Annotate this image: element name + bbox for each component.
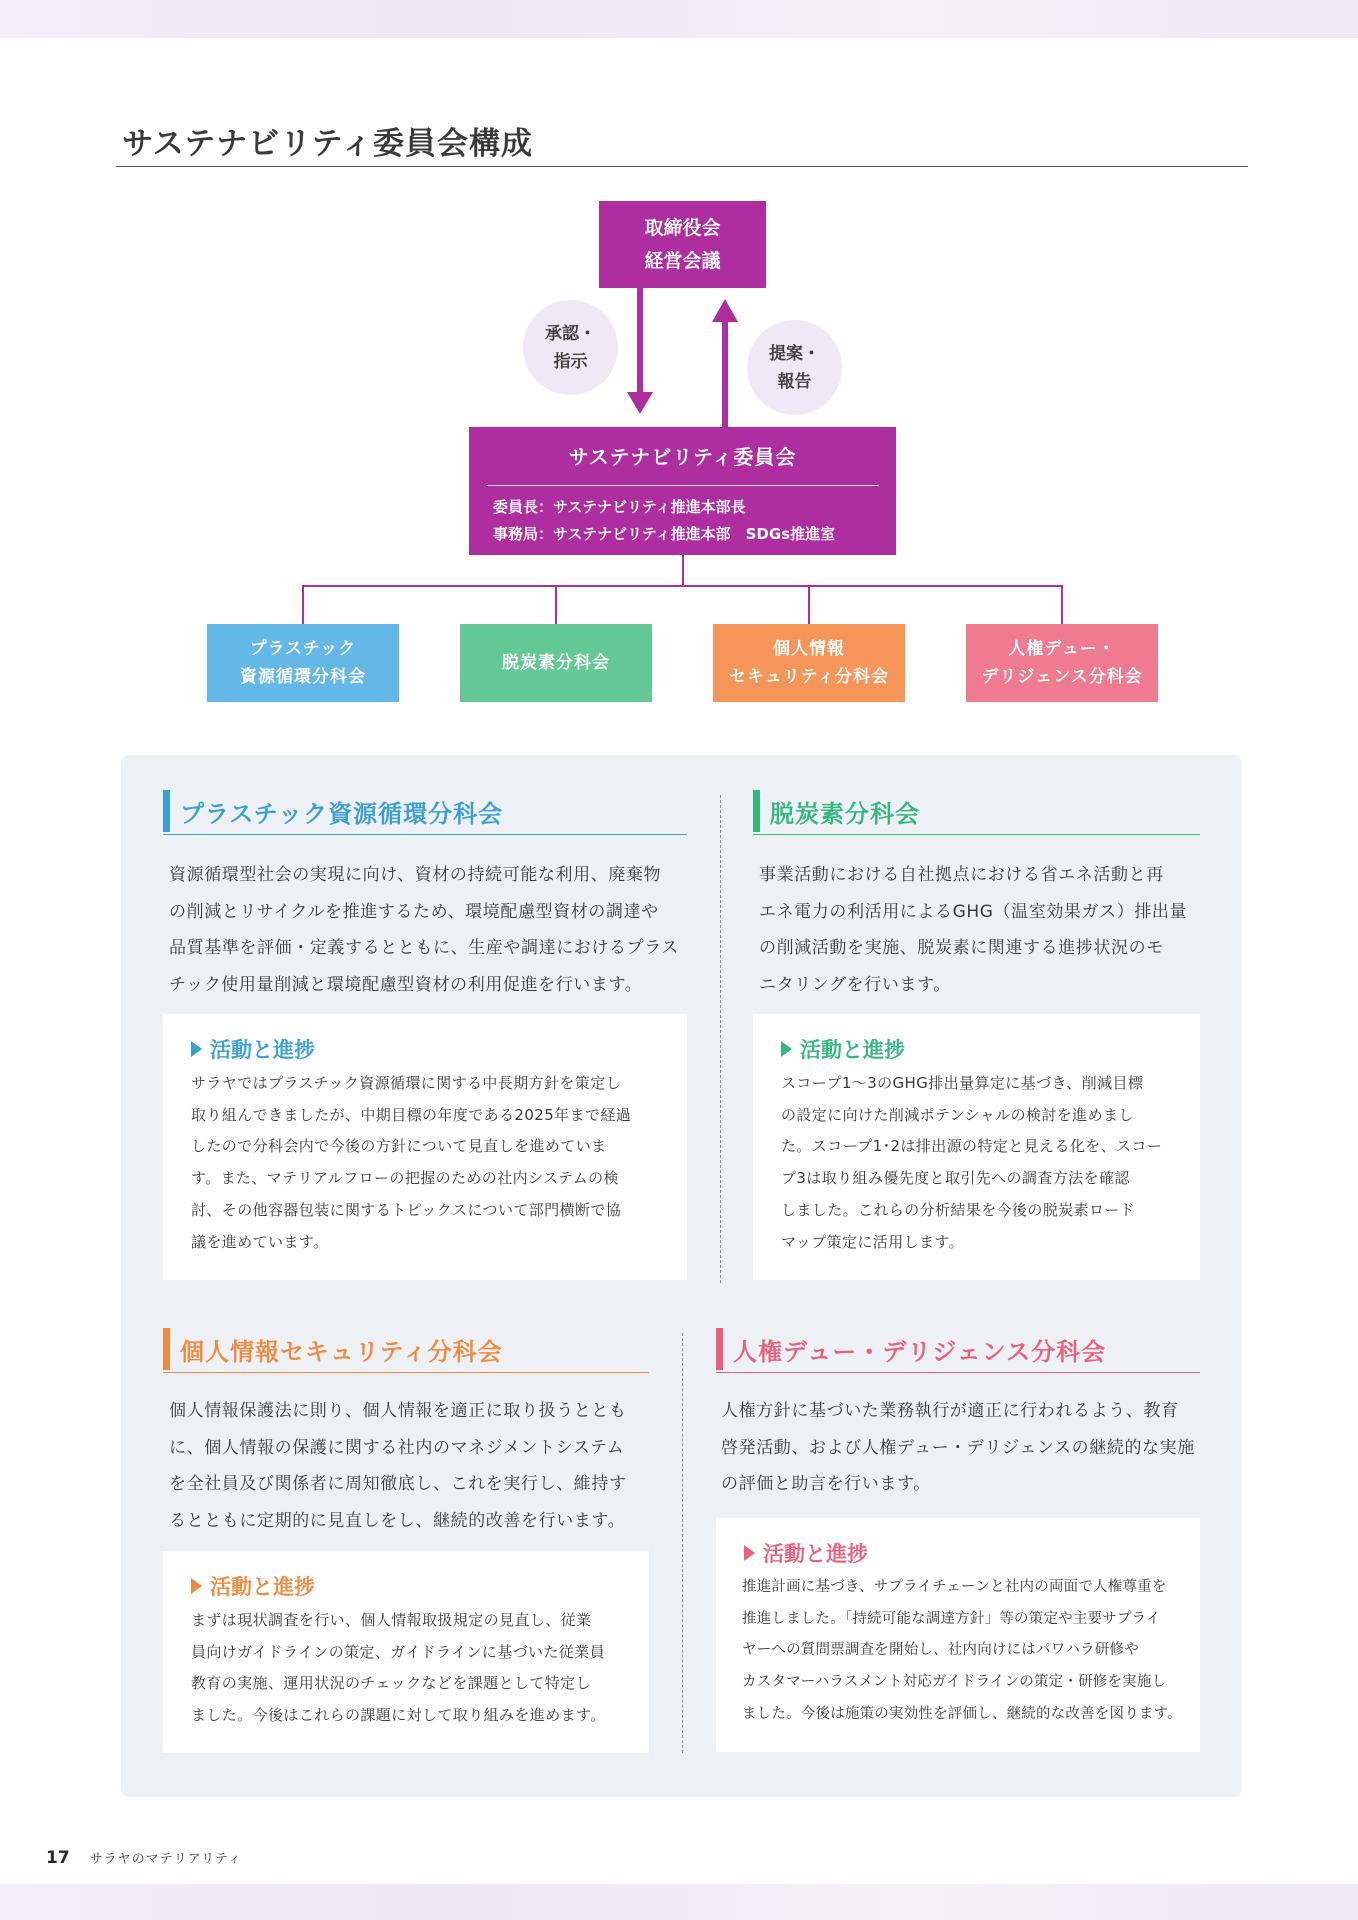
- plastic-progress-line: 討、その他容器包装に関するトピックスについて部門横断で協: [191, 1200, 622, 1219]
- approval-instruction-bubble: [523, 300, 618, 395]
- triangle-bullet-icon: [744, 1545, 755, 1561]
- carbon-progress-text: [781, 1068, 1162, 1258]
- sustainability-committee-box: [469, 427, 896, 555]
- plastic-progress-line: 議を進めています。: [191, 1232, 329, 1251]
- page-number: 17: [46, 1848, 70, 1868]
- human-rights-progress-line: 推進計画に基づき、サプライチェーンと社内の両面で人権尊重を: [742, 1579, 1167, 1595]
- carbon-progress-card: [753, 1014, 1200, 1280]
- carbon-body-line: の削減活動を実施、脱炭素に関連する進捗状況のモ: [759, 938, 1164, 958]
- carbon-body-line: エネ電力の利活用によるGHG（温室効果ガス）排出量: [759, 901, 1188, 922]
- subcommittee-privacy-line-2: セキュリティ分科会: [728, 667, 890, 687]
- human-rights-progress-line: ヤーへの質問票調査を開始し、社内向けにはパワハラ研修や: [742, 1642, 1139, 1659]
- plastic-progress-line: したので分科会内で今後の方針について見直しを進めていま: [191, 1137, 607, 1156]
- human-rights-progress-line: ました。今後は施策の実効性を評価し、継続的な改善を図ります。: [742, 1705, 1182, 1722]
- plastic-body-line: の削減とリサイクルを推進するため、環境配慮型資材の調達や: [169, 901, 659, 922]
- footer-section-name: サラヤのマテリアリティ: [89, 1852, 242, 1867]
- board-box: [599, 201, 766, 288]
- subcommittee-human-rights-line-2: デリジェンス分科会: [981, 667, 1143, 687]
- plastic-progress-title: [191, 1034, 315, 1064]
- carbon-section-heading: 脱炭素分科会: [753, 790, 1200, 832]
- triangle-bullet-icon: [781, 1041, 792, 1057]
- human-rights-section-heading: 人権デュー・デリジェンス分科会: [716, 1328, 1200, 1370]
- committee-secretariat: 事務局：サステナビリティ推進本部 SDGs推進室: [493, 525, 836, 543]
- privacy-progress-line: 教育の実施、運用状況のチェックなどを課題として特定し: [191, 1674, 591, 1693]
- plastic-progress-card: [163, 1014, 687, 1280]
- carbon-progress-title-text: 活動と進捗: [800, 1038, 905, 1062]
- triangle-bullet-icon: [191, 1041, 202, 1057]
- privacy-progress-line: 員向けガイドラインの策定、ガイドラインに基づいた従業員: [191, 1642, 606, 1661]
- plastic-progress-title-text: 活動と進捗: [210, 1038, 315, 1062]
- human-rights-body-line: 人権方針に基づいた業務執行が適正に行われるよう、教育: [721, 1401, 1179, 1421]
- subcommittee-human-rights-line-1: 人権デュー・: [1008, 639, 1116, 659]
- up-arrow-head: [712, 299, 738, 322]
- plastic-progress-line: す。また、マテリアルフローの把握のための社内システムの検: [191, 1169, 619, 1188]
- privacy-progress-title: [191, 1571, 315, 1601]
- board-line-1: 取締役会: [644, 216, 721, 239]
- plastic-section-body: [169, 857, 679, 1003]
- carbon-section-body: [759, 857, 1187, 1003]
- bubble-left-line-2: 指示: [553, 351, 588, 372]
- privacy-body-line: るとともに定期的に見直しをし、継続的改善を行います。: [169, 1510, 626, 1531]
- carbon-progress-line: た。スコープ1･2は排出源の特定と見える化を、スコー: [781, 1137, 1163, 1156]
- privacy-section-heading: 個人情報セキュリティ分科会: [163, 1328, 649, 1370]
- plastic-body-line: 資源循環型社会の実現に向け、資材の持続可能な利用、廃棄物: [169, 865, 662, 885]
- carbon-progress-line: しました。これらの分析結果を今後の脱炭素ロード: [781, 1200, 1136, 1219]
- committee-title: サステナビリティ委員会: [568, 445, 797, 469]
- privacy-section-body: [169, 1393, 627, 1539]
- carbon-progress-line: スコープ1～3のGHG排出量算定に基づき、削減目標: [781, 1074, 1144, 1092]
- human-rights-progress-line: 推進しました。「持続可能な調達方針」等の策定や主要サプライ: [742, 1610, 1161, 1627]
- privacy-body-line: を全社員及び関係者に周知徹底し、これを実行し、維持す: [169, 1474, 627, 1494]
- plastic-progress-line: 取り組んできましたが、中期目標の年度である2025年まで経過: [191, 1105, 632, 1124]
- bubble-left-line-1: 承認・: [545, 323, 596, 344]
- triangle-bullet-icon: [191, 1578, 202, 1594]
- carbon-body-line: ニタリングを行います。: [759, 974, 951, 995]
- subcommittee-carbon-line-1: 脱炭素分科会: [502, 653, 610, 673]
- subcommittee-plastic-line-1: プラスチック: [249, 639, 357, 659]
- privacy-progress-text: [191, 1605, 606, 1732]
- human-rights-section-body: [721, 1393, 1195, 1503]
- page-footer: [46, 1848, 242, 1868]
- divider-bottom: [682, 1333, 683, 1753]
- carbon-progress-line: プ3は取り組み優先度と取引先への調査方法を確認: [781, 1169, 1130, 1188]
- privacy-body-line: 個人情報保護法に則り、個人情報を適正に取り扱うととも: [169, 1401, 627, 1421]
- subcommittee-plastic-line-2: 資源循環分科会: [240, 667, 366, 687]
- privacy-body-line: に、個人情報の保護に関する社内のマネジメントシステム: [169, 1437, 625, 1458]
- subcommittee-human-rights: [966, 624, 1158, 702]
- plastic-progress-line: サラヤではプラスチック資源循環に関する中長期方針を策定し: [191, 1074, 622, 1092]
- plastic-body-line: チック使用量削減と環境配慮型資材の利用促進を行います。: [169, 974, 643, 995]
- bottom-decorative-band: [0, 1884, 1358, 1920]
- human-rights-progress-title-text: 活動と進捗: [763, 1542, 868, 1566]
- subcommittee-plastic: [207, 624, 399, 702]
- privacy-progress-line: ました。今後はこれらの課題に対して取り組みを進めます。: [191, 1706, 606, 1725]
- subcommittee-privacy: [713, 624, 905, 702]
- down-arrow-head: [627, 392, 653, 414]
- committee-rule: [487, 485, 879, 486]
- page-title: サステナビリティ委員会構成: [122, 126, 534, 162]
- carbon-progress-line: の設定に向けた削減ポテンシャルの検討を進めまし: [781, 1105, 1134, 1124]
- privacy-progress-line: まずは現状調査を行い、個人情報取扱規定の見直し、従業: [191, 1611, 592, 1629]
- proposal-report-bubble: [747, 320, 842, 415]
- board-line-2: 経営会議: [644, 249, 721, 272]
- plastic-body-line: 品質基準を評価・定義するとともに、生産や調達におけるプラス: [169, 938, 679, 958]
- subcommittee-carbon: [460, 624, 652, 702]
- privacy-progress-title-text: 活動と進捗: [210, 1575, 315, 1599]
- bubble-right-line-2: 報告: [777, 371, 812, 392]
- human-rights-progress-text: [742, 1572, 1182, 1731]
- human-rights-progress-line: カスタマーハラスメント対応ガイドラインの策定・研修を実施し: [742, 1674, 1167, 1691]
- privacy-progress-card: [163, 1551, 649, 1753]
- carbon-body-line: 事業活動における自社拠点における省エネ活動と再: [759, 865, 1164, 885]
- human-rights-progress-card: [716, 1518, 1200, 1752]
- subcommittee-privacy-line-1: 個人情報: [773, 639, 845, 659]
- human-rights-progress-title: [744, 1538, 868, 1568]
- carbon-progress-line: マップ策定に活用します。: [781, 1232, 965, 1251]
- bubble-right-line-1: 提案・: [769, 343, 820, 364]
- human-rights-body-line: の評価と助言を行います。: [721, 1474, 931, 1494]
- carbon-progress-title: [781, 1034, 905, 1064]
- human-rights-body-line: 啓発活動、および人権デュー・デリジェンスの継続的な実施: [721, 1437, 1195, 1458]
- committee-chair: 委員長：サステナビリティ推進本部長: [493, 498, 746, 516]
- divider-top: [720, 795, 721, 1283]
- committee-details: [493, 494, 835, 548]
- plastic-section-heading: プラスチック資源循環分科会: [163, 790, 687, 832]
- plastic-progress-text: [191, 1068, 631, 1258]
